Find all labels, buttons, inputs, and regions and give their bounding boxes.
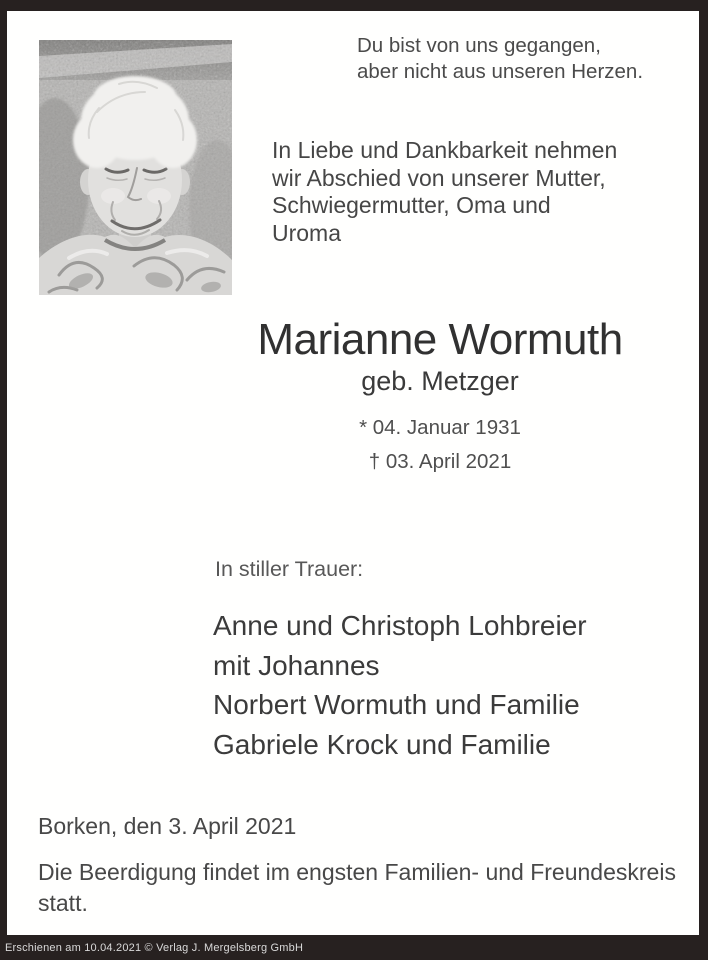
frame-top-border (0, 0, 708, 11)
intro-line: Uroma (272, 219, 342, 246)
epigraph-line: aber nicht aus unseren Herzen. (357, 60, 644, 83)
maiden-name: geb. Metzger (361, 366, 519, 396)
intro-text (272, 137, 617, 247)
deceased-name: Marianne Wormuth (257, 315, 623, 364)
frame-right-border (699, 0, 708, 935)
publication-note: Erschienen am 10.04.2021 © Verlag J. Mergelsberg GmbH (5, 941, 304, 954)
deceased-block (200, 316, 680, 473)
place-date: Borken, den 3. April 2021 (38, 813, 297, 839)
death-date: † 03. April 2021 (368, 450, 512, 473)
portrait-photo (39, 40, 232, 295)
mourning-label: In stiller Trauer: (215, 557, 364, 581)
epigraph-line: Du bist von uns gegangen, (357, 34, 601, 57)
mourner-line: mit Johannes (213, 649, 380, 681)
mourners-list (213, 606, 587, 764)
publication-bar (0, 935, 708, 960)
funeral-note (38, 857, 676, 919)
intro-line: In Liebe und Dankbarkeit nehmen (272, 137, 618, 163)
funeral-note-line: statt. (38, 890, 88, 916)
epigraph (357, 33, 643, 85)
frame-left-border (0, 0, 7, 935)
mourner-line: Anne und Christoph Lohbreier (213, 610, 587, 641)
intro-line: Schwiegermutter, Oma und (272, 192, 551, 218)
intro-line: wir Abschied von unserer Mutter, (272, 164, 606, 191)
mourner-line: Norbert Wormuth und Familie (213, 689, 580, 720)
funeral-note-line: Die Beerdigung findet im engsten Familien- und Freundeskreis (38, 859, 676, 885)
birth-date: * 04. Januar 1931 (359, 416, 521, 439)
portrait-elderly-woman-illustration (39, 40, 232, 295)
mourner-line: Gabriele Krock und Familie (213, 728, 551, 760)
